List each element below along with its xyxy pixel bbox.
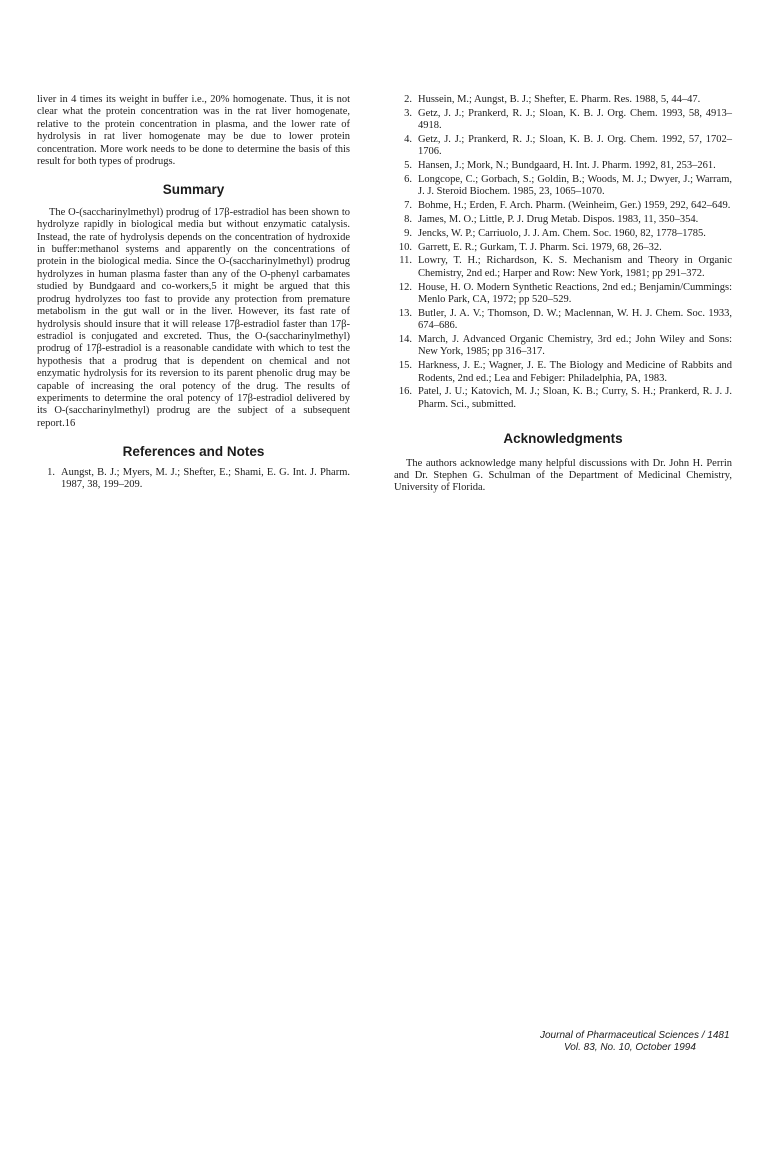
reference-text: Bohme, H.; Erden, F. Arch. Pharm. (Weinheim, Ger.) 1959, 292, 642–649.	[418, 200, 731, 212]
reference-text: House, H. O. Modern Synthetic Reactions, 2nd ed.; Benjamin/Cummings: Menlo Park, CA, 1972; pp 520–529.	[418, 281, 732, 305]
reference-number: 13.	[398, 307, 412, 319]
reference-text: Hussein, M.; Aungst, B. J.; Shefter, E. Pharm. Res. 1988, 5, 44–47.	[418, 94, 701, 105]
reference-number: 6.	[404, 174, 412, 185]
reference-item	[394, 334, 732, 359]
reference-text: Lowry, T. H.; Richardson, K. S. Mechanism and Theory in Organic Chemistry, 2nd ed.; Harper and Row: New York, 1981; pp 291–372.	[418, 255, 732, 279]
reference-text: March, J. Advanced Organic Chemistry, 3rd ed.; John Wiley and Sons: New York, 1985; pp 316–317.	[418, 334, 732, 358]
reference-item	[394, 282, 732, 307]
references-list-left	[37, 467, 350, 492]
reference-item	[394, 214, 732, 226]
reference-text: Patel, J. U.; Katovich, M. J.; Sloan, K. B.; Curry, S. H.; Prankerd, R. J. J. Pharm. Sci., submitted.	[418, 386, 732, 410]
reference-text: Longcope, C.; Gorbach, S.; Goldin, B.; Woods, M. J.; Dwyer, J.; Warram, J. J. Steroid Biochem. 1985, 23, 1065–1070.	[418, 174, 732, 198]
reference-item	[394, 134, 732, 159]
reference-item	[394, 360, 732, 385]
acknowledgments-paragraph: The authors acknowledge many helpful discussions with Dr. John H. Perrin and Dr. Stephen G. Schulman of the Department of Medicinal Chemistry, University of Florida.	[394, 457, 732, 494]
acknowledgments-heading: Acknowledgments	[503, 431, 623, 447]
references-list-right	[394, 94, 732, 411]
reference-item	[394, 200, 732, 212]
reference-item	[394, 255, 732, 280]
reference-item	[394, 308, 732, 333]
summary-heading: Summary	[162, 182, 225, 198]
reference-item	[394, 160, 732, 172]
reference-text: Jencks, W. P.; Carriuolo, J. J. Am. Chem. Soc. 1960, 82, 1778–1785.	[418, 227, 706, 239]
reference-number: 14.	[398, 334, 412, 345]
summary-paragraph: The O-(saccharinylmethyl) prodrug of 17β-estradiol has been shown to hydrolyze rapidly in biological media but without enzymatic catalysis. Instead, the rate of hydrolysis depends on the concentration of hydroxide in buffer:methanol systems and apparently on the concentrations of protein in the biological media. Since the O-(saccharinylmethyl) prodrug hydrolyzes in human plasma faster than any of the O-phenyl carbamates studied by Bundgaard and co-workers,5 it might be argued that this prodrug hydrolyzes too fast to provide any protection from premature metabolism in the gut wall or in the liver. However, its fast rate of hydrolysis should insure that it will release 17β-estradiol faster than 17β-estradiol is conjugated and excreted. Thus, the O-(saccharinylmethyl) prodrug of 17β-estradiol is a reasonable candidate with which to test the hypothesis that a prodrug that is dependent on chemical and not enzymatic hydrolysis for its reversion to its parent phenolic drug may be capable of increasing the oral potency of the drug. The results of experiments to determine the oral potency of 17β-estradiol delivered by its O-(saccharinylmethyl) prodrug are the subject of a subsequent report.16	[37, 206, 350, 429]
reference-text: Garrett, E. R.; Gurkam, T. J. Pharm. Sci. 1979, 68, 26–32.	[418, 241, 662, 253]
reference-item	[394, 174, 732, 199]
reference-item	[394, 228, 732, 240]
reference-text: Butler, J. A. V.; Thomson, D. W.; Maclennan, W. H. J. Chem. Soc. 1933, 674–686.	[418, 307, 732, 332]
right-column	[394, 94, 732, 495]
reference-item	[37, 467, 350, 492]
reference-item	[394, 242, 732, 254]
reference-number: 9.	[404, 227, 412, 239]
reference-text: Hansen, J.; Mork, N.; Bundgaard, H. Int. J. Pharm. 1992, 81, 253–261.	[418, 160, 716, 172]
reference-item	[394, 386, 732, 411]
reference-text: Getz, J. J.; Prankerd, R. J.; Sloan, K. B. J. Org. Chem. 1992, 57, 1702–1706.	[418, 134, 732, 158]
reference-text: James, M. O.; Little, P. J. Drug Metab. Dispos. 1983, 11, 350–354.	[418, 214, 699, 225]
reference-item	[394, 94, 732, 106]
journal-issue: Vol. 83, No. 10, October 1994	[564, 1042, 696, 1053]
page-footer	[540, 1030, 740, 1054]
reference-number: 8.	[404, 214, 412, 225]
reference-number: 10.	[398, 241, 412, 253]
left-column	[37, 94, 350, 493]
reference-number: 5.	[404, 160, 412, 172]
reference-number: 4.	[404, 134, 412, 145]
reference-text: Harkness, J. E.; Wagner, J. E. The Biology and Medicine of Rabbits and Rodents, 2nd ed.; Lea and Febiger: Philadelphia, PA, 1983.	[418, 360, 732, 384]
reference-number: 12.	[398, 281, 412, 293]
reference-text: Getz, J. J.; Prankerd, R. J.; Sloan, K. B. J. Org. Chem. 1993, 58, 4913–4918.	[418, 107, 732, 132]
reference-number: 3.	[404, 107, 412, 119]
journal-title: Journal of Pharmaceutical Sciences / 1481	[540, 1030, 730, 1041]
intro-paragraph: liver in 4 times its weight in buffer i.e., 20% homogenate. Thus, it is not clear what the protein concentration was in the rat liver homogenate, relative to the protein concentration in plasma, and the lower rate of hydrolysis in rat liver homogenate may be due to lower protein concentration. More work needs to be done to determine the basis of this result for both types of prodrugs.	[37, 94, 350, 168]
reference-number: 11.	[399, 255, 412, 267]
reference-number: 7.	[404, 200, 412, 212]
reference-item	[394, 108, 732, 133]
references-heading: References and Notes	[122, 444, 265, 460]
reference-number: 1.	[47, 466, 55, 478]
reference-text: Aungst, B. J.; Myers, M. J.; Shefter, E.; Shami, E. G. Int. J. Pharm. 1987, 38, 199–209.	[61, 466, 350, 490]
reference-number: 15.	[398, 360, 412, 372]
reference-number: 2.	[404, 94, 412, 105]
reference-number: 16.	[398, 386, 412, 398]
